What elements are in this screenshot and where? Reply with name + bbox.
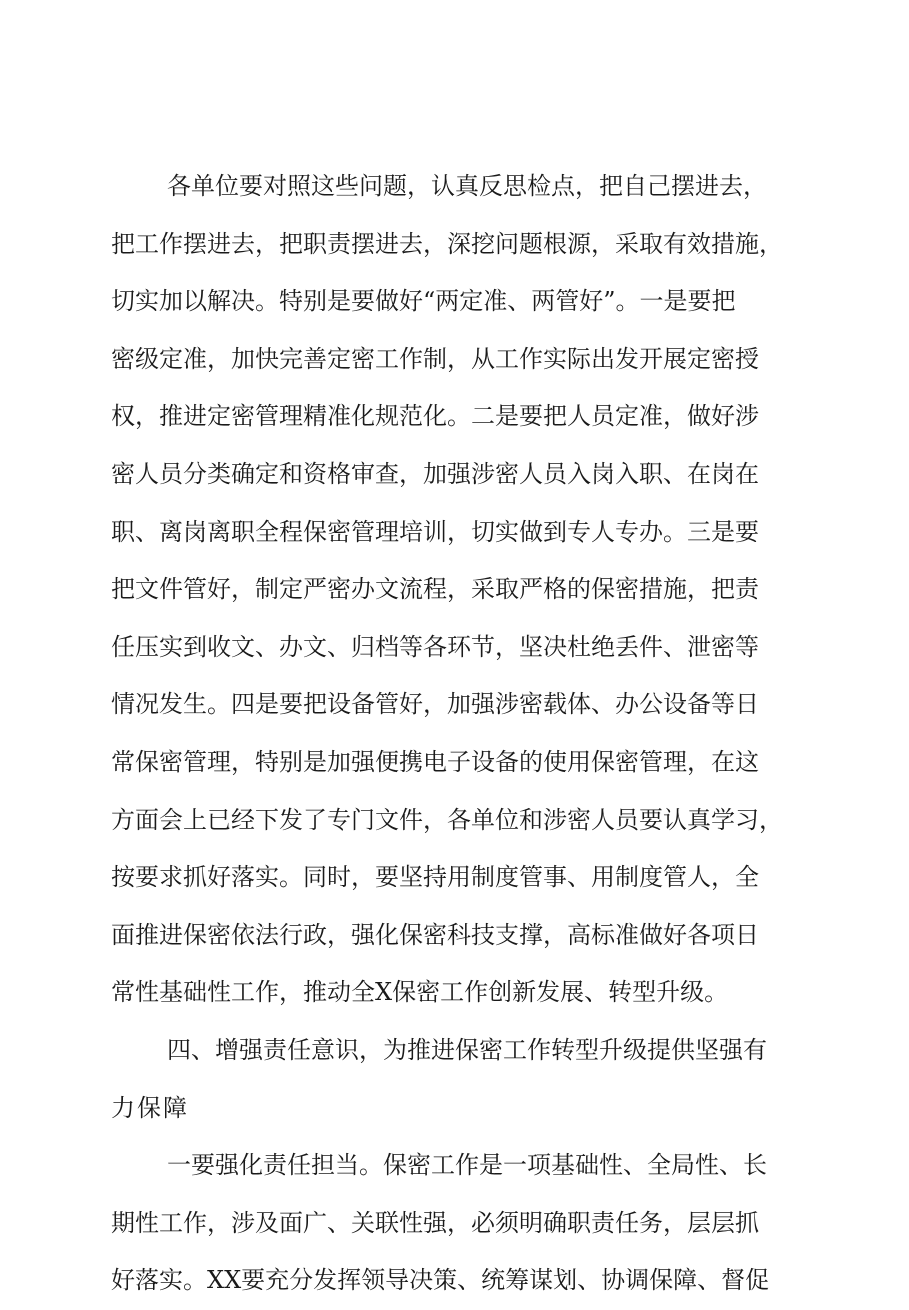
paragraph-line: 情况发生。四是要把设备管好，加强涉密载体、办公设备等日: [111, 690, 759, 719]
paragraph-line: 切实加以解决。特别是要做好“两定准、两管好”。一是要把: [111, 287, 736, 316]
paragraph-line: 好落实。XX要充分发挥领导决策、统筹谋划、协调保障、督促: [111, 1266, 770, 1295]
paragraph-line: 权，推进定密管理精准化规范化。二是要把人员定准，做好涉: [111, 402, 759, 431]
paragraph-line: 按要求抓好落实。同时，要坚持用制度管事、用制度管人，全: [111, 863, 759, 892]
paragraph-line: 面推进保密依法行政，强化保密科技支撑，高标准做好各项日: [111, 920, 759, 949]
paragraph-line: 任压实到收文、办文、归档等各环节，坚决杜绝丢件、泄密等: [111, 632, 759, 661]
paragraph-line: 把文件管好，制定严密办文流程，采取严格的保密措施，把责: [111, 575, 759, 604]
paragraph-line: 职、离岗离职全程保密管理培训，切实做到专人专办。三是要: [111, 517, 759, 546]
paragraph-line: 一要强化责任担当。保密工作是一项基础性、全局性、长: [167, 1151, 767, 1180]
paragraph-line: 常保密管理，特别是加强便携电子设备的使用保密管理，在这: [111, 747, 759, 776]
paragraph-line: 期性工作，涉及面广、关联性强，必须明确职责任务，层层抓: [111, 1208, 759, 1237]
paragraph-line: 把工作摆进去，把职责摆进去，深挖问题根源，采取有效措施，: [111, 229, 783, 258]
paragraph-line: 方面会上已经下发了专门文件，各单位和涉密人员要认真学习，: [111, 805, 783, 834]
paragraph-line: 密级定准，加快完善定密工作制，从工作实际出发开展定密授: [111, 344, 759, 373]
paragraph-line: 常性基础性工作，推动全X保密工作创新发展、转型升级。: [111, 978, 729, 1007]
document-body: [111, 158, 801, 1310]
paragraph-line: 密人员分类确定和资格审查，加强涉密人员入岗入职、在岗在: [111, 459, 759, 488]
section-heading-line: 力保障: [111, 1093, 189, 1122]
section-heading-line: 四、增强责任意识，为推进保密工作转型升级提供坚强有: [167, 1035, 767, 1064]
paragraph-line: 各单位要对照这些问题，认真反思检点，把自己摆进去，: [167, 172, 767, 200]
